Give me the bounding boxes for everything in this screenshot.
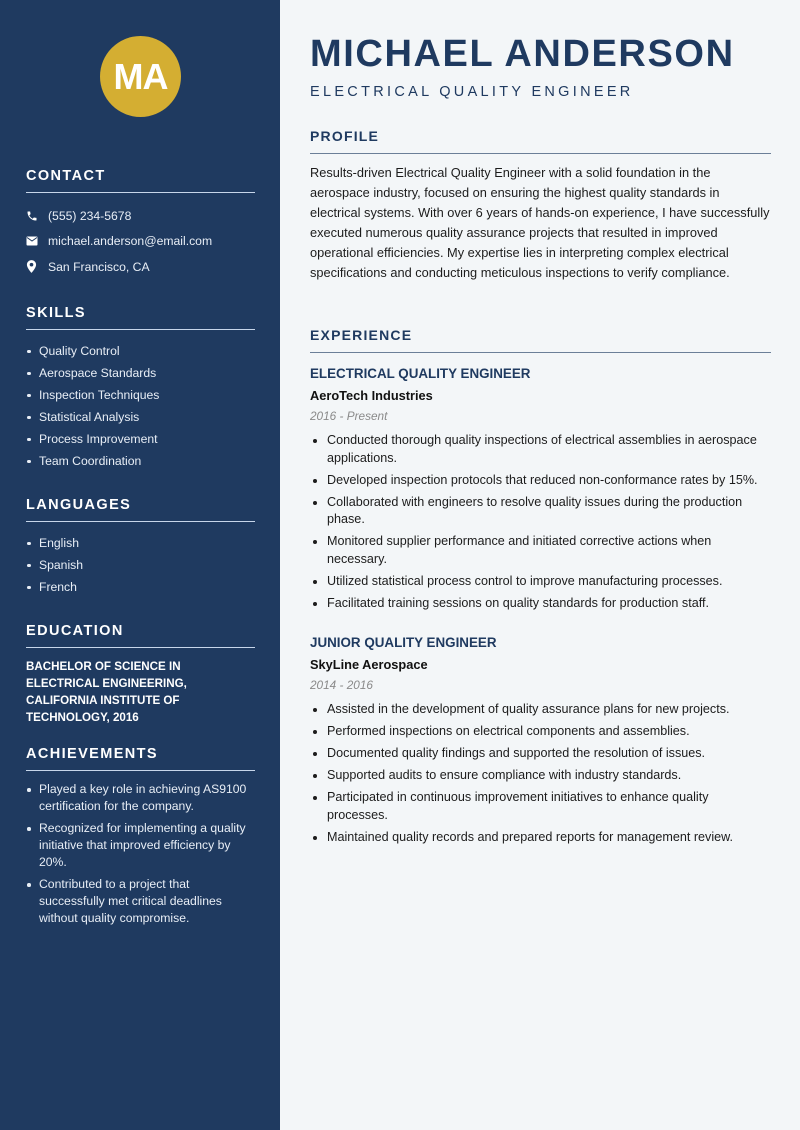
location-text: San Francisco, CA: [48, 259, 150, 274]
achievement-item: Contributed to a project that successfully met critical deadlines without quality compromise.: [26, 876, 255, 927]
candidate-title: ELECTRICAL QUALITY ENGINEER: [310, 84, 634, 100]
contact-phone: [26, 203, 255, 229]
experience-heading: EXPERIENCE: [310, 327, 771, 353]
skill-item: Statistical Analysis: [26, 406, 255, 428]
language-item: Spanish: [26, 554, 255, 576]
skill-item: Quality Control: [26, 340, 255, 362]
job-company: AeroTech Industries: [310, 388, 433, 403]
phone-icon: [26, 210, 48, 222]
job-bullet: Participated in continuous improvement initiatives to enhance quality processes.: [310, 789, 771, 824]
education-degree: BACHELOR OF SCIENCE IN ELECTRICAL ENGINEERING, CALIFORNIA INSTITUTE OF TECHNOLOGY, 2016: [26, 660, 187, 724]
job-company: SkyLine Aerospace: [310, 657, 428, 672]
job-bullet: Conducted thorough quality inspections of electrical assemblies in aerospace applications.: [310, 432, 771, 467]
job-entry: [310, 634, 771, 851]
contact-location: [26, 254, 255, 280]
job-bullet: Monitored supplier performance and initiated corrective actions when necessary.: [310, 533, 771, 568]
job-bullet: Performed inspections on electrical components and assemblies.: [310, 723, 771, 741]
skill-item: Team Coordination: [26, 450, 255, 472]
languages-heading: LANGUAGES: [26, 497, 255, 522]
skills-section: [26, 305, 255, 472]
job-entry: [310, 365, 771, 617]
achievements-section: [26, 746, 255, 932]
job-title: ELECTRICAL QUALITY ENGINEER: [310, 366, 531, 381]
job-bullets: [310, 701, 771, 846]
sidebar: [0, 0, 280, 1130]
achievements-list: [26, 781, 255, 927]
job-bullet: Supported audits to ensure compliance with industry standards.: [310, 767, 771, 785]
job-bullet: Documented quality findings and supported the resolution of issues.: [310, 745, 771, 763]
skill-item: Inspection Techniques: [26, 384, 255, 406]
achievement-item: Played a key role in achieving AS9100 certification for the company.: [26, 781, 255, 815]
languages-list: [26, 532, 255, 598]
job-bullet: Assisted in the development of quality assurance plans for new projects.: [310, 701, 771, 719]
skill-item: Aerospace Standards: [26, 362, 255, 384]
job-bullet: Collaborated with engineers to resolve quality issues during the production phase.: [310, 494, 771, 529]
avatar-initials: MA: [113, 55, 168, 97]
job-dates: 2016 - Present: [310, 409, 388, 423]
skills-list: [26, 340, 255, 472]
contact-email: [26, 229, 255, 255]
skills-heading: SKILLS: [26, 305, 255, 330]
contact-section: [26, 168, 255, 280]
job-bullet: Developed inspection protocols that reduced non-conformance rates by 15%.: [310, 472, 771, 490]
candidate-name: MICHAEL ANDERSON: [310, 33, 735, 75]
location-pin-icon: [26, 260, 48, 273]
phone-number[interactable]: (555) 234-5678: [48, 208, 132, 223]
contact-list: [26, 203, 255, 280]
profile-heading: PROFILE: [310, 128, 771, 154]
job-bullet: Facilitated training sessions on quality standards for production staff.: [310, 595, 771, 613]
mail-icon: [26, 236, 48, 246]
languages-section: [26, 497, 255, 598]
education-heading: EDUCATION: [26, 623, 255, 648]
job-dates: 2014 - 2016: [310, 678, 373, 692]
contact-heading: CONTACT: [26, 168, 255, 193]
job-bullet: Maintained quality records and prepared reports for management review.: [310, 829, 771, 847]
achievements-heading: ACHIEVEMENTS: [26, 746, 255, 771]
email-address[interactable]: michael.anderson@email.com: [48, 234, 213, 249]
language-item: French: [26, 576, 255, 598]
achievement-item: Recognized for implementing a quality initiative that improved efficiency by 20%.: [26, 820, 255, 871]
skill-item: Process Improvement: [26, 428, 255, 450]
education-section: [26, 623, 255, 726]
language-item: English: [26, 532, 255, 554]
job-bullets: [310, 432, 771, 612]
job-title: JUNIOR QUALITY ENGINEER: [310, 635, 497, 650]
avatar: [100, 36, 181, 117]
profile-text: Results-driven Electrical Quality Engineer with a solid foundation in the aerospace industry, focused on ensuring the highest quality standards in electrical systems. With over 6 years of hands-on experience, I have successfully executed numerous quality assurance projects that resulted in improved operational efficiencies. My expertise lies in interpreting complex electrical specifications and conducting meticulous inspections to verify compliance.: [310, 165, 770, 280]
job-bullet: Utilized statistical process control to improve manufacturing processes.: [310, 573, 771, 591]
